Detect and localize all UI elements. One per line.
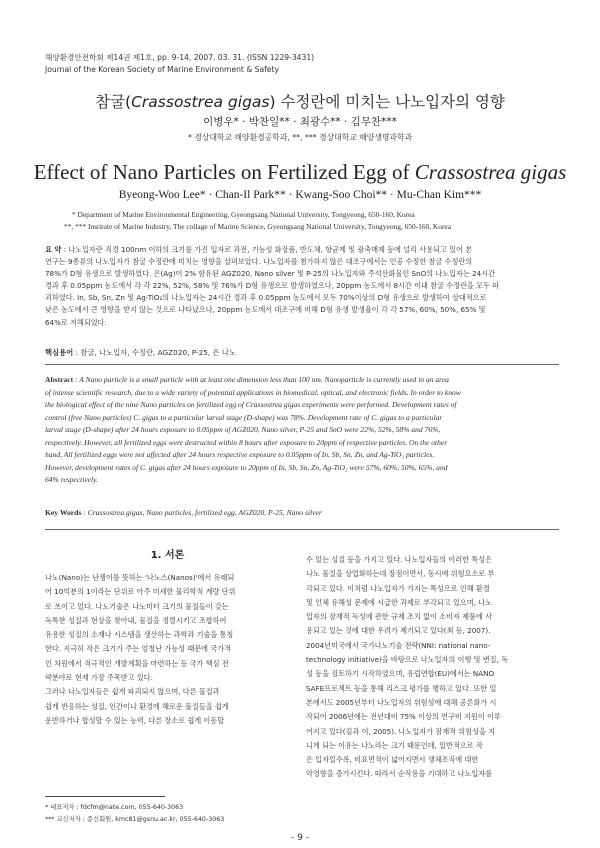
korean-abstract-line: 낮은 농도에서 큰 영향을 받지 않는 것으로 나타났으나, 20ppm 농도에서 대조구에 비해 D형 유생 발생율이 각 각 57%, 60%, 50%, 65% 및 <box>45 305 486 315</box>
korean-keywords-values: : 참굴, 나노입자, 수정란, AGZ020, P-25, 은 나노 <box>73 348 237 357</box>
korean-abstract-line: 괴하였다. In, Sb, Sn, Zn 및 Ag-TiO₂의 나노입자는 24시간 경과 후 0.05ppm 농도에서 모두 70%이상의 D형 유생으로 발생하여 상대적으로 <box>45 293 487 303</box>
english-title <box>0 160 600 185</box>
section-heading: 1. 서론 <box>150 550 185 561</box>
body-line: 및 인체 유해성 문제에 시급한 과제로 부각되고 있으며, 나노 <box>306 597 492 607</box>
korean-keywords-label: 핵심용어 <box>45 348 74 357</box>
english-affiliation-1: * Department of Marine Environmental Engineering, Gyeongsang National University, Tongyeong, 650-160, Korea <box>72 210 415 219</box>
footnote: * 대표저자 : fdcfm@nate.com, 055-640-3063 <box>45 804 184 811</box>
english-title-prefix: Effect of Nano Particles on Fertilized Egg of <box>33 160 415 184</box>
english-abstract-line: However, development rates of C. gigas after 24 hours exposure to 20ppm of In, Sb, Sn, Zn, Ag-TiO₂ were 57%, 60%, 50%, 65%, and <box>45 462 448 472</box>
footnotes <box>45 802 295 826</box>
english-abstract-line: 64% respectively. <box>45 475 98 484</box>
body-line: 그러나 나노입자들은 쉽게 파괴되지 않으며, 다른 물질과 <box>45 687 220 697</box>
english-keywords-label: Key Words <box>45 508 82 517</box>
body-line: 유용한 성질의 소재나 시스템을 생산하는 과학과 기술을 통칭 <box>45 630 234 640</box>
english-authors: Byeong-Woo Lee* · Chan-Il Park** · Kwang-Soo Choi** · Mu-Chan Kim*** <box>118 189 482 201</box>
korean-title <box>0 90 600 112</box>
body-line: 한다. 지극히 작은 크기가 주는 엄청난 가능성 때문에 국가적 <box>45 644 231 654</box>
body-line: 각되고 있다. 이처럼 나노입자가 가지는 특성으로 인해 환경 <box>306 583 490 593</box>
english-affiliation-2: **, *** Institute of Marine Industry, The collage of Marine Science, Gyeongsang National University, Tongyeong, 650-160, Korea <box>64 222 451 231</box>
korean-title-prefix: 참굴( <box>95 93 132 111</box>
body-line: 2004년미국에서 국가나노기술 전략(NNI: national nano- <box>306 640 491 650</box>
body-line: 쉽게 반응하는 성질, 인간이나 환경에 해로운 물질들을 쉽게 <box>45 701 229 711</box>
body-line: 운반하거나 합성할 수 있는 능력, 다른 장소로 쉽게 이동할 <box>45 715 225 725</box>
journal-citation: 해양환경안전학회 제14권 제1호, pp. 9-14, 2007. 03. 31. (ISSN 1229-3431) <box>45 53 315 62</box>
english-abstract-line: hand, All fertilized eggs were not affected after 24 hours respective exposure to 0.05ppm of In, Sb, Sn, Zn, and Ag-TiO₂ particles. <box>45 450 435 459</box>
korean-abstract-text: : 나노입자란 직경 100nm 이하의 크기를 가진 입자로 과전, 기능성 화장품, 반도체, 항균제 및 광촉매제 등에 널리 사용되고 있어 본 <box>61 245 473 254</box>
journal-header <box>45 52 565 76</box>
korean-abstract-line <box>45 244 559 256</box>
english-abstract-line: of intense scientific research, due to a wide variety of potential applications in biomedical, optical, and electronic fields. In order to know <box>45 387 461 397</box>
page-number: - 9 - <box>291 833 309 843</box>
english-keywords <box>45 508 559 517</box>
korean-abstract-line: 78%가 D형 유생으로 발생하였다. 은(Ag)이 2% 함유된 AGZ020, Nano silver 및 P-25의 나노입자와 주석산화물인 SnO의 나노입자는 24시간 <box>45 269 496 279</box>
body-line: 나노 물질을 상업화하는데 장점이면서, 동시에 위험요소로 부 <box>306 569 495 579</box>
body-line: SAFE프로젝트 등을 통해 리스크 평가를 행하고 있다. 또한 일 <box>306 683 497 693</box>
body-line: 악영향을 증가시킨다. 따라서 순작용을 기대하고 나노입자를 <box>306 769 493 779</box>
body-line: 략분야로 현재 가장 주목받고 있다. <box>45 673 153 683</box>
english-abstract <box>45 374 559 487</box>
body-line: 어 10억분의 1이라는 단위로 아주 미세한 물리학적 계량 단위 <box>45 587 236 597</box>
korean-abstract-line: 연구는 9종류의 나노입자가 참굴 수정란에 미치는 영향을 살펴보았다. 나노입자를 첨가하지 않은 대조구에서는 인공 수정한 참굴 수정란의 <box>45 257 473 267</box>
body-column-left <box>45 571 297 728</box>
korean-authors: 이병우* · 박찬일** · 최광수** · 김무찬*** <box>203 116 397 128</box>
english-abstract-line <box>45 374 559 387</box>
korean-abstract-label: 요 약 <box>45 245 62 254</box>
english-abstract-line: respectively. However, all fertilized eggs were destructed within 8 hours after exposure to 20ppm of respective particles. On the other <box>45 437 448 447</box>
journal-name: Journal of the Korean Society of Marine Environment & Safety <box>45 65 279 74</box>
english-abstract-text: : A Nano particle is a small particle with at least one dimension less than 100 nm. Nanoparticle is currently used in an area <box>73 375 449 384</box>
english-abstract-line: control (free Nano particles) C. gigas to a particular larval stage (D-shape) was 78%. Development rate of C. gigas to a particular <box>45 412 443 422</box>
korean-title-suffix: ) 수정란에 미치는 나노입자의 영향 <box>269 93 505 111</box>
body-line: 수 있는 성질 등을 가지고 있다. 나노입자들의 이러한 특성은 <box>306 555 492 564</box>
body-line: technology initiative)을 바탕으로 나노입자의 이행 및 변질, 독 <box>306 655 509 665</box>
body-line: 입자의 잠재적 독성에 관한 규제 조치 없이 소비자 제품에 사 <box>306 612 492 622</box>
english-title-species: Crassostrea gigas <box>414 160 567 184</box>
english-abstract-line: the biological effect of the nine Nano particles on fertilized egg of Crassostrea gigas experiments were performed. Development rates of <box>45 400 457 409</box>
body-line: 나노(Nano)는 난쟁이를 뜻하는 '나노스(Nanos)'에서 유래되 <box>45 573 235 582</box>
korean-abstract-line: 경과 후 0.05ppm 농도에서 각 각 22%, 52%, 58% 및 76%가 D형 유생으로 발생하였으나, 20ppm 농도에서 8시간 이내 참굴 수정란을 모두 파 <box>45 281 500 291</box>
body-line: 용되고 있는 것에 대한 우려가 제기되고 있다(최 등, 2007). <box>306 626 491 636</box>
body-line: 은 입자일수록, 비표면적이 넓어지면서 생체조직에 대한 <box>306 755 479 765</box>
body-line: 인 차원에서 적극적인 개발계획을 마련하는 등 국가 핵심 전 <box>45 658 229 668</box>
body-line: 어지고 있다(김과 이, 2005). 나노입자가 잠재적 위험성을 지 <box>306 726 496 736</box>
body-line: 로 쓰이고 있다. 나노기술은 나노미터 크기의 물질들이 갖는 <box>45 601 229 611</box>
divider <box>45 529 559 530</box>
english-keywords-values: : Crassostrea gigas, Nano particles, fertilized egg, AGZ020, P-25, Nano silver <box>81 508 322 517</box>
divider <box>45 364 559 365</box>
body-line: 니게 되는 이유는 나노라는 크기 때문인데, 일반적으로 작 <box>306 740 483 750</box>
english-abstract-label: Abstract <box>45 375 74 384</box>
english-abstract-line: larval stage (D-shape) after 24 hours exposure to 0.05ppm of AGZ020, Nano silver, P-25 and SnO were 22%, 52%, 58% and 76%, <box>45 425 441 434</box>
footnote: *** 교신저자 : 종신회원, kmc81@gsnu.ac.kr, 055-640-3063 <box>45 816 225 823</box>
korean-abstract-line: 64%로 저해되었다. <box>45 317 107 327</box>
korean-abstract <box>45 244 559 329</box>
body-line: 작되어 2006년에는 전년대비 75% 이상의 연구비 지원이 이루 <box>306 712 501 722</box>
body-line: 성 등을 검토하기 시작하였으며, 유럽연합(EU)에서는 NANO <box>306 669 495 679</box>
korean-title-species: Crassostrea gigas <box>131 93 270 111</box>
korean-keywords <box>45 348 559 358</box>
footnote-divider <box>45 796 165 797</box>
korean-affiliation: * 경상대학교 해양환경공학과, **, *** 경상대학교 해양생명과학과 <box>188 133 412 142</box>
body-column-right <box>306 553 558 782</box>
body-line: 본에서도 2005년부터 나노입자의 위험성에 대해 공론화가 시 <box>306 697 497 707</box>
body-line: 독특한 성질과 현상을 찾아내, 물질을 정렬시키고 조합하여 <box>45 615 227 625</box>
